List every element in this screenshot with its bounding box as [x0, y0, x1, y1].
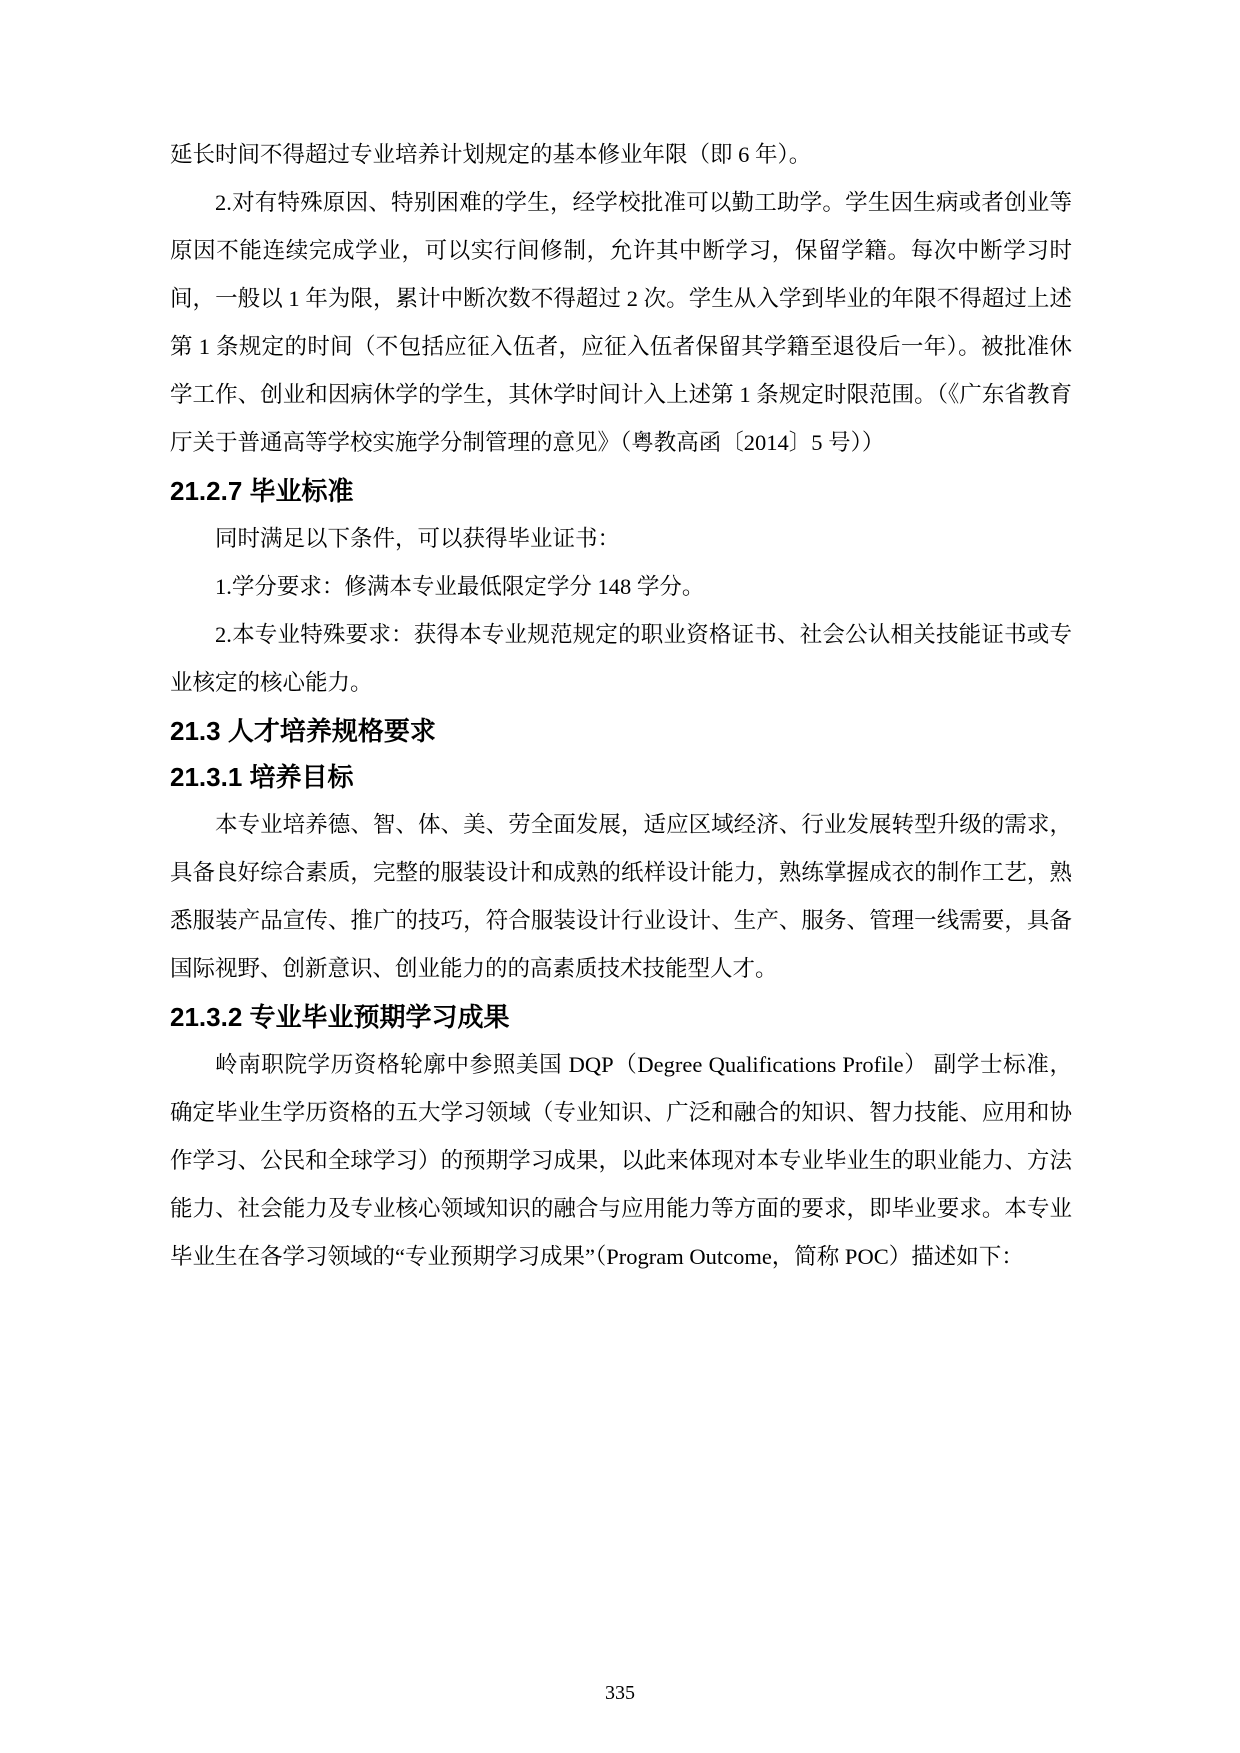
paragraph-credit-requirement: 1.学分要求：修满本专业最低限定学分 148 学分。: [215, 574, 705, 599]
page-number: 335: [605, 1682, 635, 1704]
heading-graduation-standard: 21.2.7 毕业标准: [170, 476, 354, 506]
heading-talent-spec: 21.3 人才培养规格要求: [170, 716, 436, 746]
paragraph-special-reasons: 2.对有特殊原因、特别困难的学生，经学校批准可以勤工助学。学生因生病或者创业等原因不能连续完成学业，可以实行间修制，允许其中断学习，保留学籍。每次中断学习时间，一般以 1 年为限，累计中断次数不得超过 2 次。学生从入学到毕业的年限不得超过上述第 1 条规定的时间（不包括应征入伍者，应征入伍者保留其学籍至退役后一年）。被批准休学工作、创业和因病休学的学生，其休学时间计入上述第 1 条规定时限范围。（《广东省教育厅关于普通高等学校实施学分制管理的意见》（粤教高函〔2014〕5 号））: [170, 190, 1072, 455]
paragraph-training-goal: 本专业培养德、智、体、美、劳全面发展，适应区域经济、行业发展转型升级的需求，具备良好综合素质，完整的服装设计和成熟的纸样设计能力，熟练掌握成衣的制作工艺，熟悉服装产品宣传、推广的技巧，符合服装设计行业设计、生产、服务、管理一线需要，具备国际视野、创新意识、创业能力的的高素质技术技能型人才。: [170, 812, 1072, 981]
paragraph-special-requirement: 2.本专业特殊要求：获得本专业规范规定的职业资格证书、社会公认相关技能证书或专业核定的核心能力。: [170, 622, 1072, 695]
paragraph-expected-outcomes: 岭南职院学历资格轮廓中参照美国 DQP（Degree Qualifications Profile） 副学士标准，确定毕业生学历资格的五大学习领域（专业知识、广泛和融合的知识、智力技能、应用和协作学习、公民和全球学习）的预期学习成果，以此来体现对本专业毕业生的职业能力、方法能力、社会能力及专业核心领域知识的融合与应用能力等方面的要求，即毕业要求。本专业毕业生在各学习领域的“专业预期学习成果”（Program Outcome，简称 POC）描述如下：: [170, 1052, 1072, 1269]
paragraph-graduation-intro: 同时满足以下条件，可以获得毕业证书：: [215, 526, 621, 551]
heading-expected-outcomes: 21.3.2 专业毕业预期学习成果: [170, 1002, 510, 1032]
heading-training-goal: 21.3.1 培养目标: [170, 762, 354, 792]
paragraph-continuation: 延长时间不得超过专业培养计划规定的基本修业年限（即 6 年）。: [170, 142, 812, 167]
